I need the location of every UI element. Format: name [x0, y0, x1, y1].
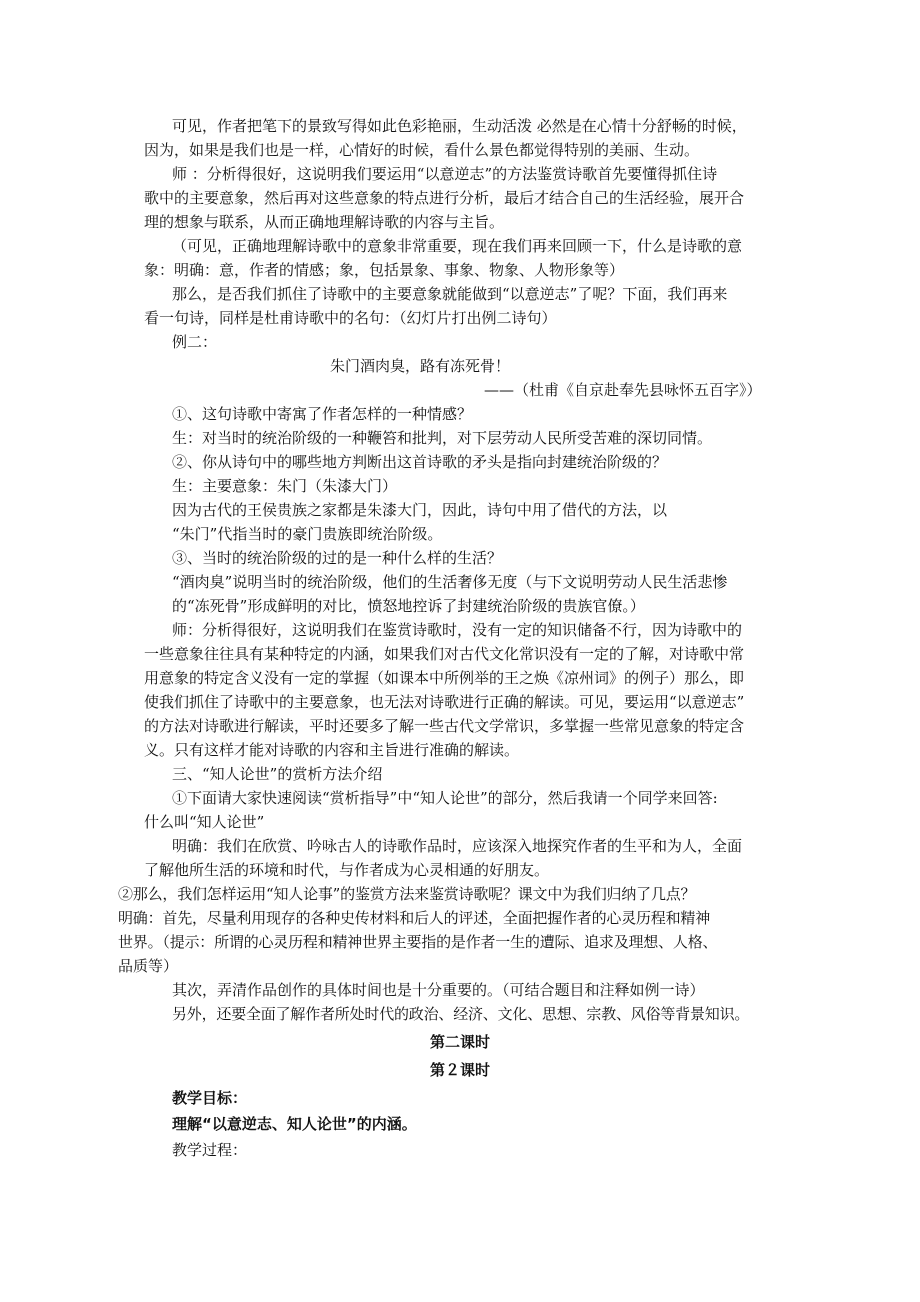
- paragraph-line: ①下面请大家快速阅读“赏析指导”中“知人论世”的部分，然后我请一个同学来回答:: [172, 789, 718, 807]
- paragraph-line: 品质等）: [118, 957, 179, 975]
- paragraph-line: 义。只有这样才能对诗歌的内容和主旨进行准确的解读。: [144, 741, 520, 759]
- question-line: ①、这句诗歌中寄寓了作者怎样的一种情感？: [172, 405, 473, 423]
- paragraph-line: 师：分析得很好，这说明我们在鉴赏诗歌时，没有一定的知识储备不行，因为诗歌中的: [172, 621, 743, 639]
- lesson-subheading: 第２课时: [429, 1061, 490, 1079]
- paragraph-line: 另外，还要全面了解作者所处时代的政治、经济、文化、思想、宗教、风俗等背景知识。: [172, 1005, 750, 1023]
- poem-attribution: ——（杜甫《自京赴奉先县咏怀五百字》）: [484, 381, 762, 399]
- paragraph-line: 那么，是否我们抓住了诗歌中的主要意象就能做到“以意逆志”了呢？下面，我们再来: [172, 285, 728, 303]
- paragraph-line: 使我们抓住了诗歌中的主要意象，也无法对诗歌进行正确的解读。可见，要运用“以意逆志”: [144, 693, 745, 711]
- poem-line: 朱门酒肉臭，路有冻死骨！: [330, 357, 511, 375]
- paragraph-line: 明确：首先，尽量利用现存的各种史传材料和后人的评述，全面把握作者的心灵历程和精神: [118, 909, 711, 927]
- answer-line: 生：对当时的统治阶级的一种鞭笞和批判，对下层劳动人民所受苦难的深切同情。: [172, 429, 713, 447]
- paragraph-line: “酒肉臭”说明当时的统治阶级，他们的生活奢侈无度（与下文说明劳动人民生活悲惨: [172, 573, 728, 591]
- paragraph-line: 一些意象往往具有某种特定的内涵，如果我们对古代文化常识没有一定的了解，对诗歌中常: [144, 645, 745, 663]
- paragraph-line: 的“冻死骨”形成鲜明的对比，愤怒地控诉了封建统治阶级的贵族官僚。）: [172, 597, 645, 615]
- paragraph-line: 可见，作者把笔下的景致写得如此色彩艳丽，生动活泼 必然是在心情十分舒畅的时候，: [172, 117, 747, 135]
- paragraph-line: 的方法对诗歌进行解读，平时还要多了解一些古代文学常识，多掌握一些常见意象的特定含: [144, 717, 745, 735]
- paragraph-line: 其次，弄清作品创作的具体时间也是十分重要的。（可结合题目和注释如例一诗）: [172, 981, 705, 999]
- process-label: 教学过程：: [172, 1141, 248, 1159]
- paragraph-line: 明确：我们在欣赏、吟咏古人的诗歌作品时，应该深入地探究作者的生平和为人，全面: [172, 837, 743, 855]
- objectives-label: 教学目标：: [172, 1089, 248, 1107]
- answer-line: 生：主要意象：朱门（朱漆大门）: [172, 477, 398, 495]
- paragraph-line: 因为，如果是我们也是一样，心情好的时候，看什么景色都觉得特别的美丽、生动。: [144, 141, 700, 159]
- paragraph-line: ②那么，我们怎样运用“知人论事”的鉴赏方法来鉴赏诗歌呢？课文中为我们归纳了几点？: [118, 885, 696, 903]
- lesson-heading: 第二课时: [429, 1033, 490, 1051]
- paragraph-line: 什么叫“知人论世”: [144, 813, 265, 831]
- question-line: ③、当时的统治阶级的过的是一种什么样的生活？: [172, 549, 503, 567]
- paragraph-line: 师 ：分析得很好，这说明我们要运用“以意逆志”的方法鉴赏诗歌首先要懂得抓住诗: [172, 165, 718, 183]
- example-label: 例二：: [172, 333, 218, 351]
- paragraph-line: 用意象的特定含义没有一定的掌握（如课本中所例举的王之焕《凉州词》的例子）那么，即: [144, 669, 745, 687]
- paragraph-line: 歌中的主要意象，然后再对这些意象的特点进行分析，最后才结合自己的生活经验，展开合: [144, 189, 745, 207]
- paragraph-line: 理的想象与联系，从而正确地理解诗歌的内容与主旨。: [144, 213, 505, 231]
- section-heading: 三、“知人论世”的赏析方法介绍: [172, 765, 383, 783]
- paragraph-line: 世界。（提示：所谓的心灵历程和精神世界主要指的是作者一生的遭际、追求及理想、人格、: [118, 933, 718, 951]
- paragraph-line: （可见，正确地理解诗歌中的意象非常重要，现在我们再来回顾一下，什么是诗歌的意: [172, 237, 743, 255]
- paragraph-line: 了解他所生活的环境和时代，与作者成为心灵相通的好朋友。: [144, 861, 550, 879]
- question-line: ②、你从诗句中的哪些地方判断出这首诗歌的矛头是指向封建统治阶级的？: [172, 453, 668, 471]
- paragraph-line: 看一句诗，同样是杜甫诗歌中的名句：（幻灯片打出例二诗句）: [144, 309, 557, 327]
- paragraph-line: “朱门”代指当时的豪门贵族即统治阶级。: [172, 525, 443, 543]
- paragraph-line: 象：明确：意，作者的情感；象，包括景象、事象、物象、人物形象等）: [144, 261, 625, 279]
- paragraph-line: 因为古代的王侯贵族之家都是朱漆大门，因此，诗句中用了借代的方法，以: [172, 501, 668, 519]
- objective-item: 理解“以意逆志、知人论世”的内涵。: [172, 1115, 417, 1133]
